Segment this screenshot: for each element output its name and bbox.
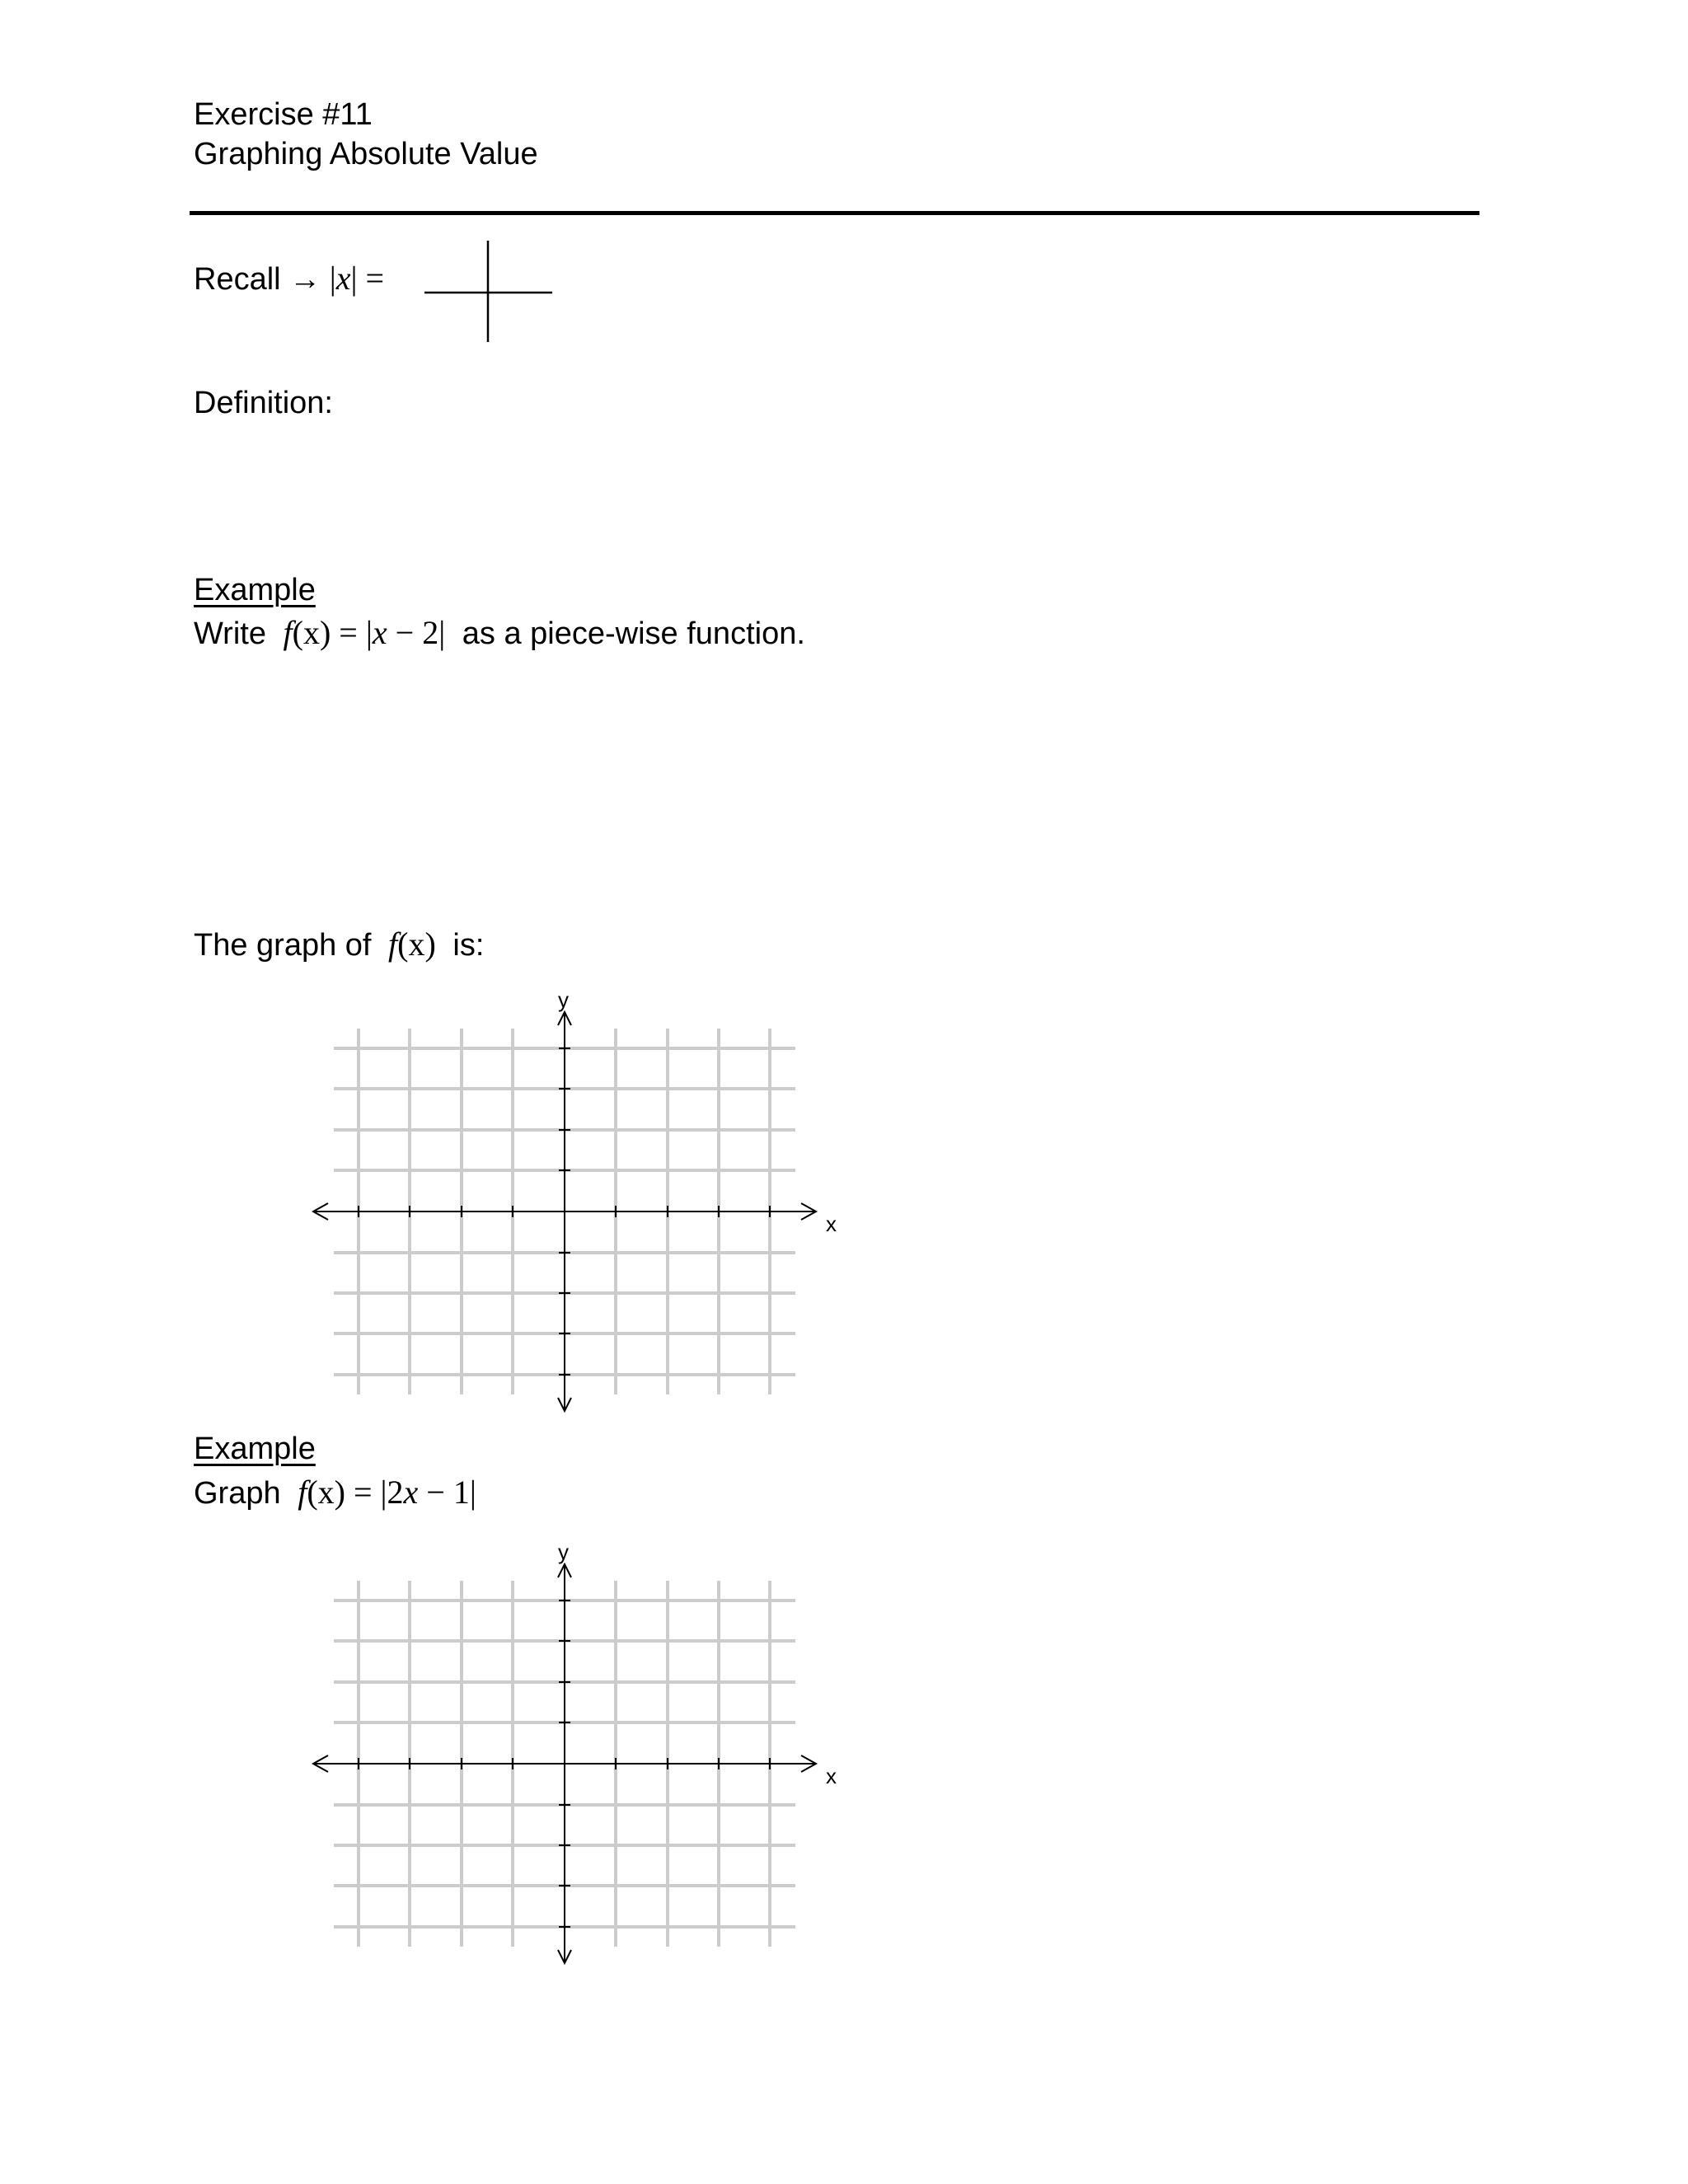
example-1-prompt xyxy=(194,614,805,653)
example-2-function: f(x) = |2x − 1| xyxy=(298,1474,476,1511)
right-arrow-icon: → xyxy=(289,262,321,297)
example-1-prefix: Write xyxy=(194,616,266,651)
graph-intro xyxy=(194,926,484,964)
example-2-prefix: Graph xyxy=(194,1476,281,1511)
coordinate-grid-1 xyxy=(305,989,849,1434)
header-divider xyxy=(190,211,1479,215)
recall-label: Recall xyxy=(194,262,281,297)
coordinate-grid-2 xyxy=(305,1541,849,1986)
page-title: Graphing Absolute Value xyxy=(194,137,538,171)
y-axis-label: y xyxy=(558,987,569,1012)
definition-label: Definition: xyxy=(194,386,333,420)
recall-line xyxy=(194,260,384,298)
x-axis-label: x xyxy=(826,1764,837,1788)
exercise-number: Exercise #11 xyxy=(194,97,373,132)
graph-intro-function: f(x) xyxy=(388,926,436,963)
example-1-suffix: as a piece-wise function. xyxy=(462,616,805,651)
recall-cross-diagram xyxy=(424,241,556,344)
example-2-prompt xyxy=(194,1474,476,1512)
example-1-function: f(x) = |x − 2| xyxy=(283,614,446,651)
graph-intro-suffix: is: xyxy=(452,928,485,963)
y-axis-label: y xyxy=(558,1540,569,1564)
example-heading-2: Example xyxy=(194,1432,316,1466)
abs-x-expression: |x| = xyxy=(329,260,385,297)
graph-intro-prefix: The graph of xyxy=(194,928,372,963)
x-axis-label: x xyxy=(826,1212,837,1236)
example-heading-1: Example xyxy=(194,573,316,607)
